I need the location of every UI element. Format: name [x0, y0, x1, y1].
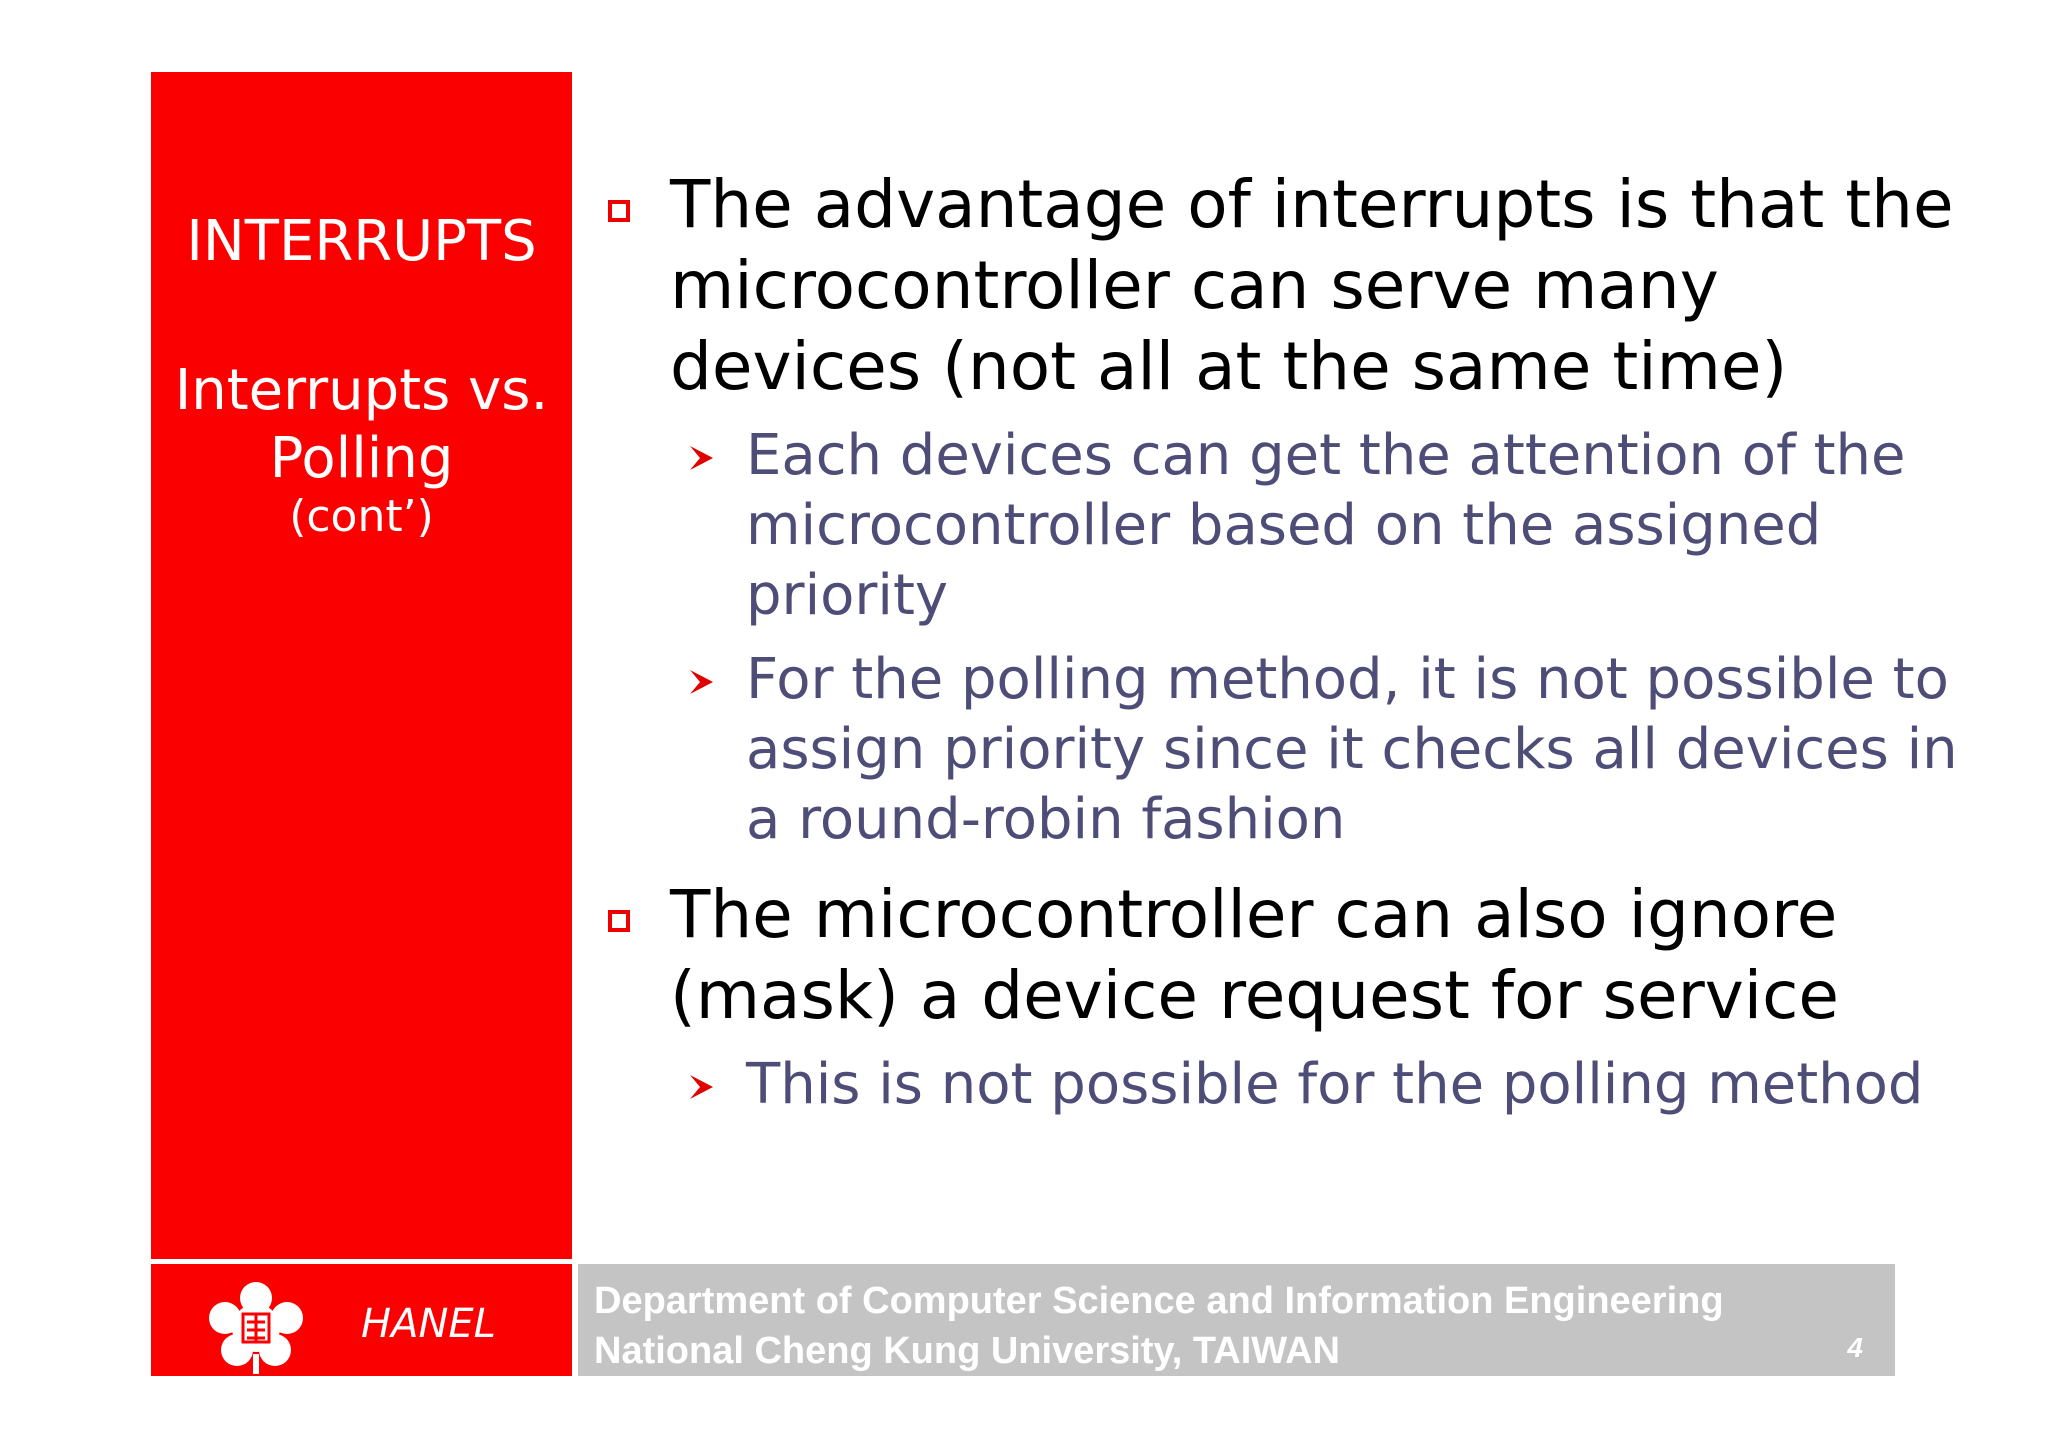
bullet-line: The microcontroller can also ignore: [670, 876, 1838, 953]
page-number: 4: [1847, 1332, 1863, 1363]
section-title: INTERRUPTS: [186, 209, 537, 274]
sidebar-panel: [151, 72, 572, 1259]
bullet-item: [670, 874, 1839, 1036]
sub-bullet-line: microcontroller based on the assigned: [746, 493, 1822, 558]
continued-label: (cont’): [289, 491, 434, 542]
subtitle-line-1: Interrupts vs.: [174, 358, 549, 423]
section-subtitle: [151, 357, 572, 493]
footer-affiliation: [578, 1264, 1895, 1376]
sub-bullet-line: Each devices can get the attention of the: [746, 423, 1906, 488]
author-name: HANEL: [361, 1301, 496, 1347]
arrowhead-bullet-icon: [686, 667, 716, 697]
subtitle-line-2: Polling: [269, 426, 454, 491]
department-line: Department of Computer Science and Information Engineering: [594, 1280, 1724, 1322]
bullet-line: microcontroller can serve many: [670, 247, 1719, 324]
university-line: National Cheng Kung University, TAIWAN: [594, 1330, 1340, 1372]
hollow-square-bullet-icon: [608, 200, 630, 222]
bullet-line: devices (not all at the same time): [670, 328, 1788, 405]
sub-bullet-line: For the polling method, it is not possible to: [746, 647, 1949, 712]
sub-bullet-item: [746, 421, 1905, 631]
sub-bullet-line: a round-robin fashion: [746, 787, 1346, 852]
bullet-item: [670, 164, 1954, 407]
sub-bullet-line: assign priority since it checks all devices in: [746, 717, 1958, 782]
sub-bullet-line: priority: [746, 563, 949, 628]
affiliation-text: [594, 1276, 1724, 1376]
sub-bullet-item: [746, 1050, 1923, 1120]
sub-bullet-line: This is not possible for the polling method: [746, 1052, 1924, 1117]
arrowhead-bullet-icon: [686, 443, 716, 473]
hollow-square-bullet-icon: [608, 910, 630, 932]
slide-content: [600, 0, 1958, 1250]
arrowhead-bullet-icon: [686, 1072, 716, 1102]
footer-brand: [151, 1264, 572, 1376]
bullet-line: (mask) a device request for service: [670, 957, 1840, 1034]
sub-bullet-item: [746, 645, 1958, 855]
bullet-line: The advantage of interrupts is that the: [670, 166, 1954, 243]
university-emblem-icon: [201, 1276, 311, 1376]
